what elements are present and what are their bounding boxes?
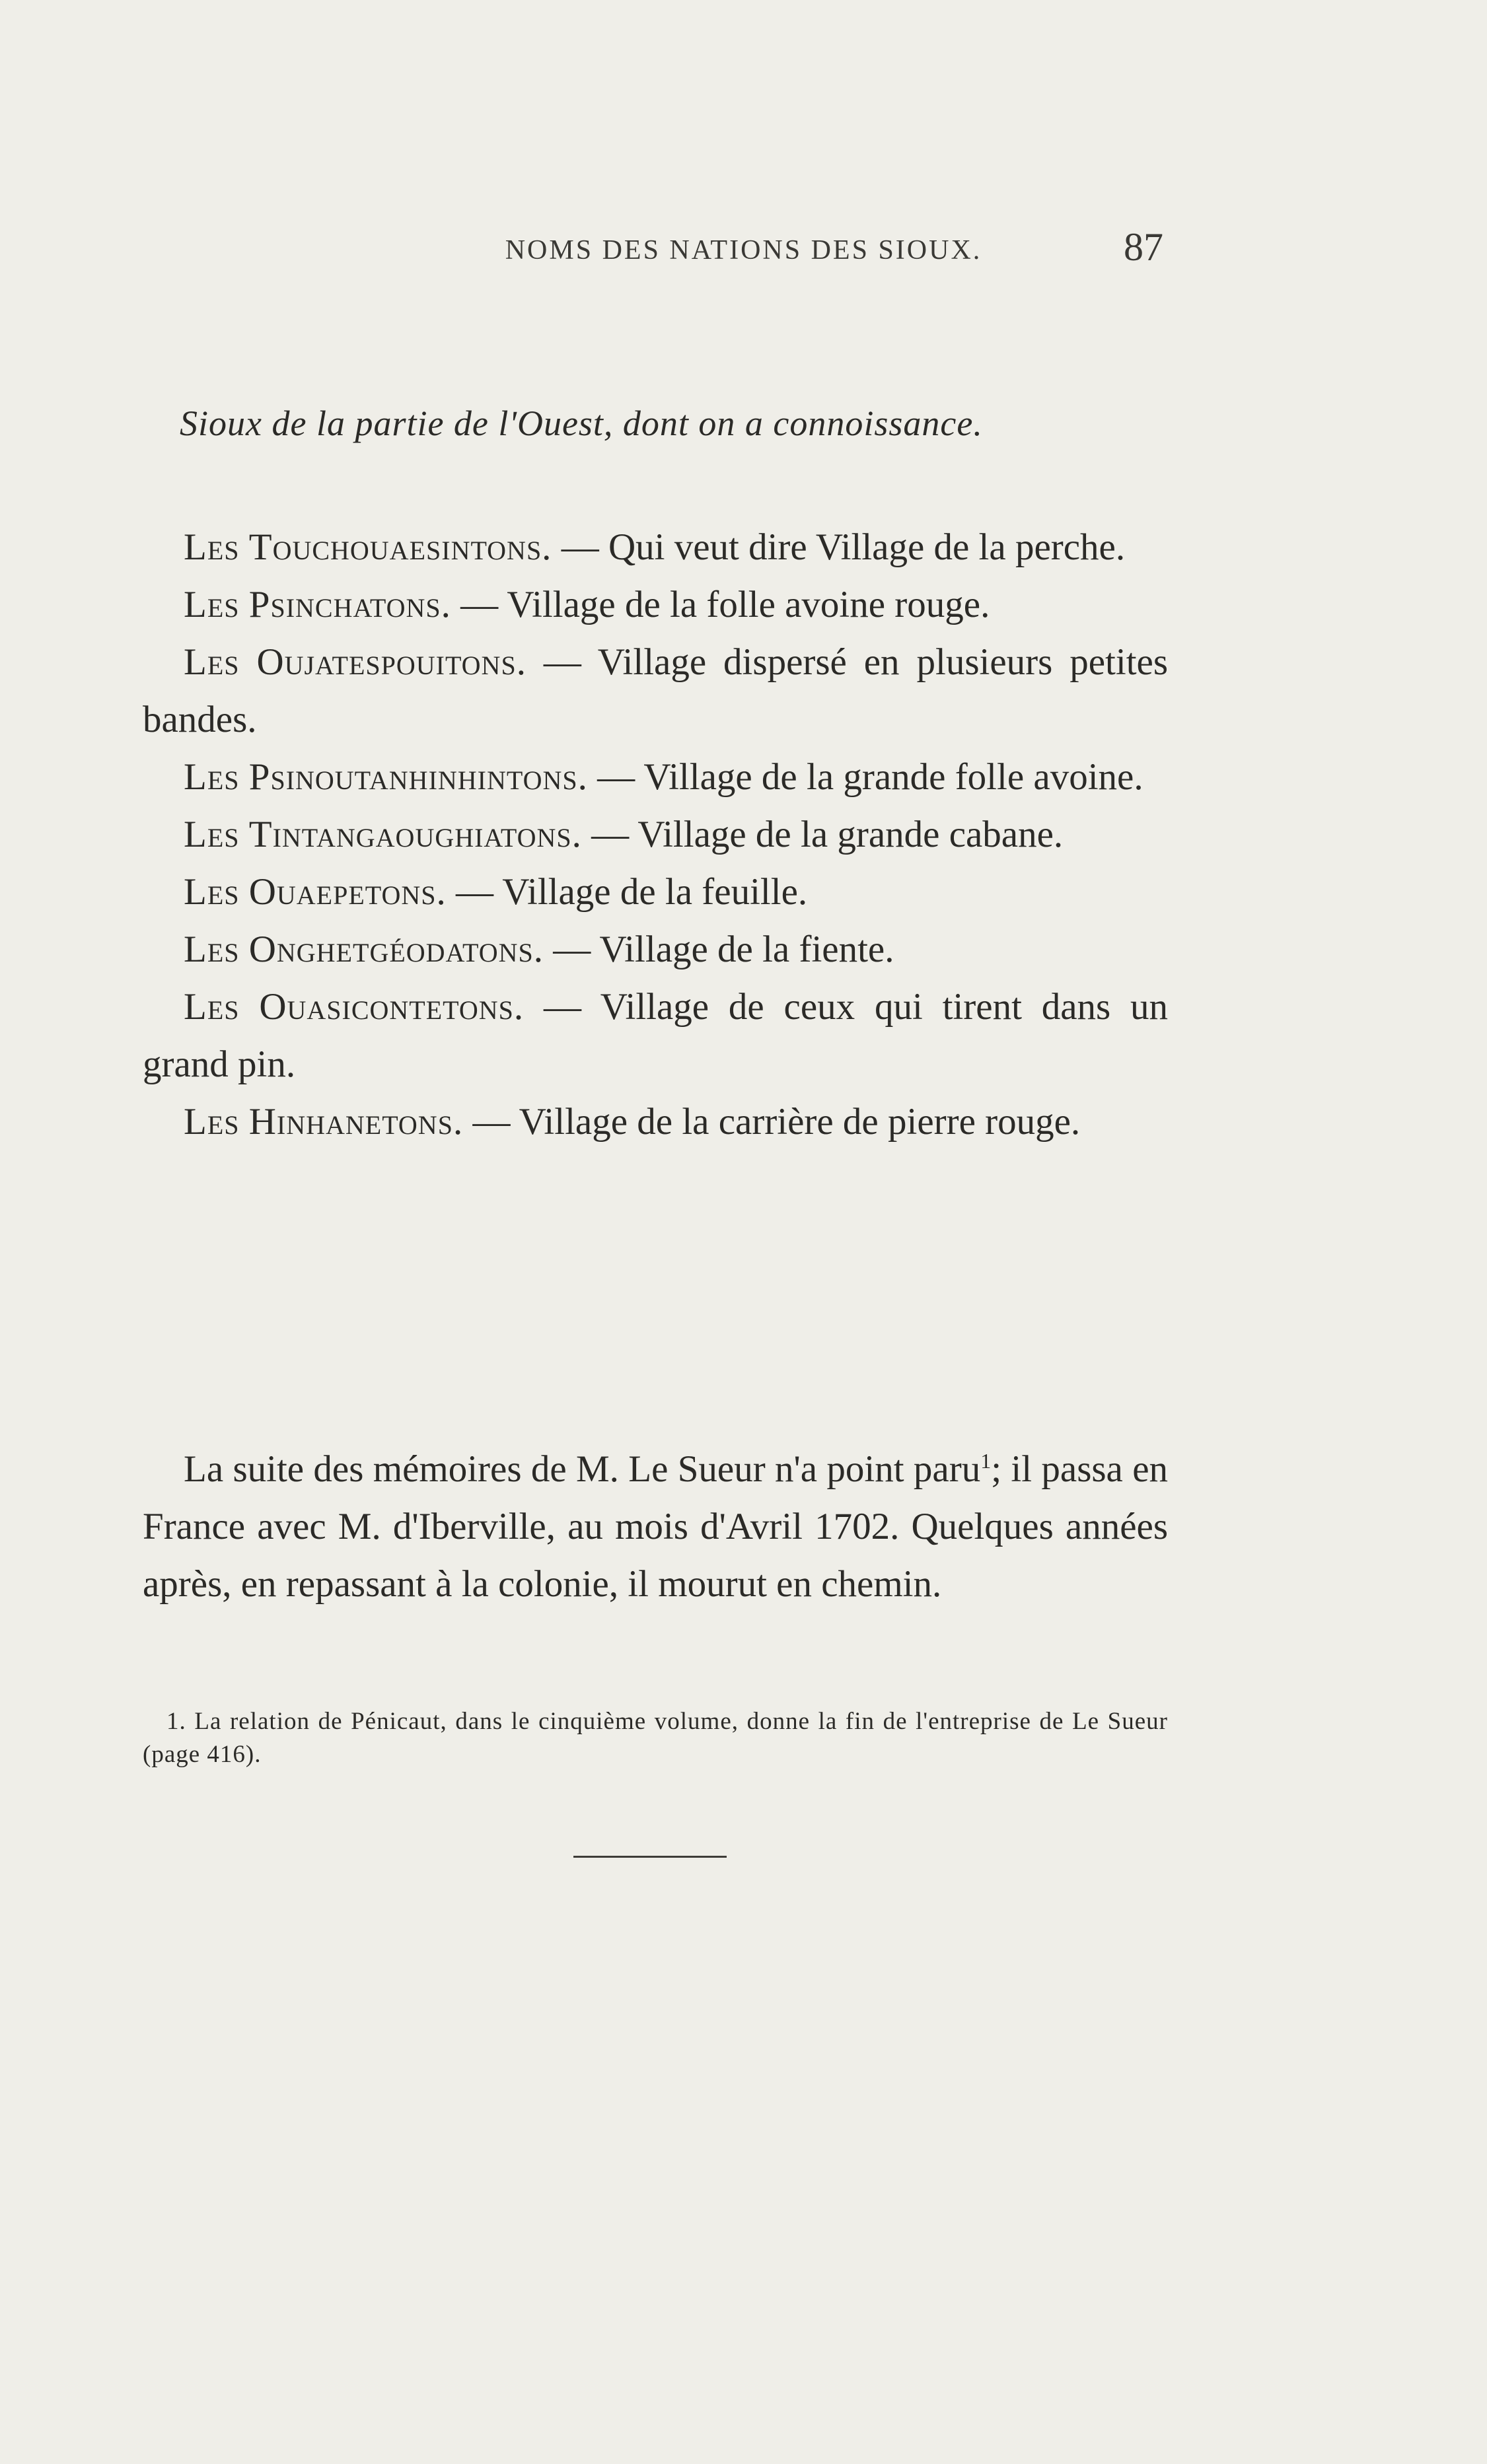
nation-meaning: — Village de la fiente. [553, 929, 894, 970]
entry-prefix: Les [184, 871, 240, 913]
nation-name: Ouaepetons. [248, 871, 447, 913]
nation-name: Ouasicontetons. [259, 986, 525, 1028]
nation-name: Psinchatons. [248, 584, 451, 625]
nation-list [143, 518, 1168, 1150]
running-title: NOMS DES NATIONS DES SIOUX. [505, 235, 982, 265]
nation-entry [143, 921, 1168, 978]
nation-entry [143, 518, 1168, 576]
nation-meaning: — Village de la folle avoine rouge. [460, 584, 990, 625]
entry-prefix: Les [184, 929, 240, 970]
nation-entry [143, 748, 1168, 806]
entry-prefix: Les [184, 584, 240, 625]
nation-meaning: — Village de la carrière de pierre rouge. [472, 1101, 1081, 1143]
nation-entry [143, 863, 1168, 921]
footnote-number: 1. [166, 1708, 186, 1735]
nation-meaning: — Village de la grande folle avoine. [597, 756, 1143, 798]
nation-entry [143, 978, 1168, 1093]
paragraph-text-continued: ; il passa en France avec M. d'Iberville, au mois d'Avril 1702. Quelques années après, en repassant à la colonie, il mourut en chemin. [143, 1448, 1168, 1605]
paragraph-text: La suite des mémoires de M. Le Sueur n'a point paru [184, 1448, 981, 1490]
end-rule [573, 1856, 727, 1858]
section-heading: Sioux de la partie de l'Ouest, dont on a connoissance. [180, 404, 983, 443]
page-number: 87 [1124, 225, 1163, 269]
nation-meaning: — Village de la grande cabane. [591, 814, 1064, 855]
nation-meaning: — Village de la feuille. [456, 871, 808, 913]
nation-name: Oujatespouitons. [256, 641, 526, 683]
nation-name: Touchouaesintons. [248, 526, 552, 568]
nation-entry [143, 806, 1168, 863]
footnote-reference: 1 [980, 1449, 992, 1473]
footnote [143, 1705, 1168, 1771]
entry-prefix: Les [184, 986, 240, 1028]
nation-meaning: — Village dispersé en plusieurs petites bandes. [143, 641, 1169, 740]
nation-name: Onghetgéodatons. [248, 929, 544, 970]
nation-meaning: — Village de ceux qui tirent dans un grand pin. [143, 986, 1169, 1085]
closing-paragraph [143, 1432, 1168, 1613]
entry-prefix: Les [184, 756, 240, 798]
entry-prefix: Les [184, 526, 240, 568]
entry-prefix: Les [184, 1101, 240, 1143]
nation-name: Psinoutanhinhintons. [248, 756, 588, 798]
nation-entry [143, 633, 1168, 748]
nation-name: Hinhanetons. [248, 1101, 464, 1143]
entry-prefix: Les [184, 641, 240, 683]
nation-meaning: — Qui veut dire Village de la perche. [561, 526, 1126, 568]
nation-entry [143, 576, 1168, 633]
footnote-text: La relation de Pénicaut, dans le cinquième volume, donne la fin de l'entreprise de Le Sueur (page 416). [143, 1708, 1169, 1768]
nation-entry [143, 1093, 1168, 1150]
entry-prefix: Les [184, 814, 240, 855]
nation-name: Tintangaoughiatons. [248, 814, 582, 855]
